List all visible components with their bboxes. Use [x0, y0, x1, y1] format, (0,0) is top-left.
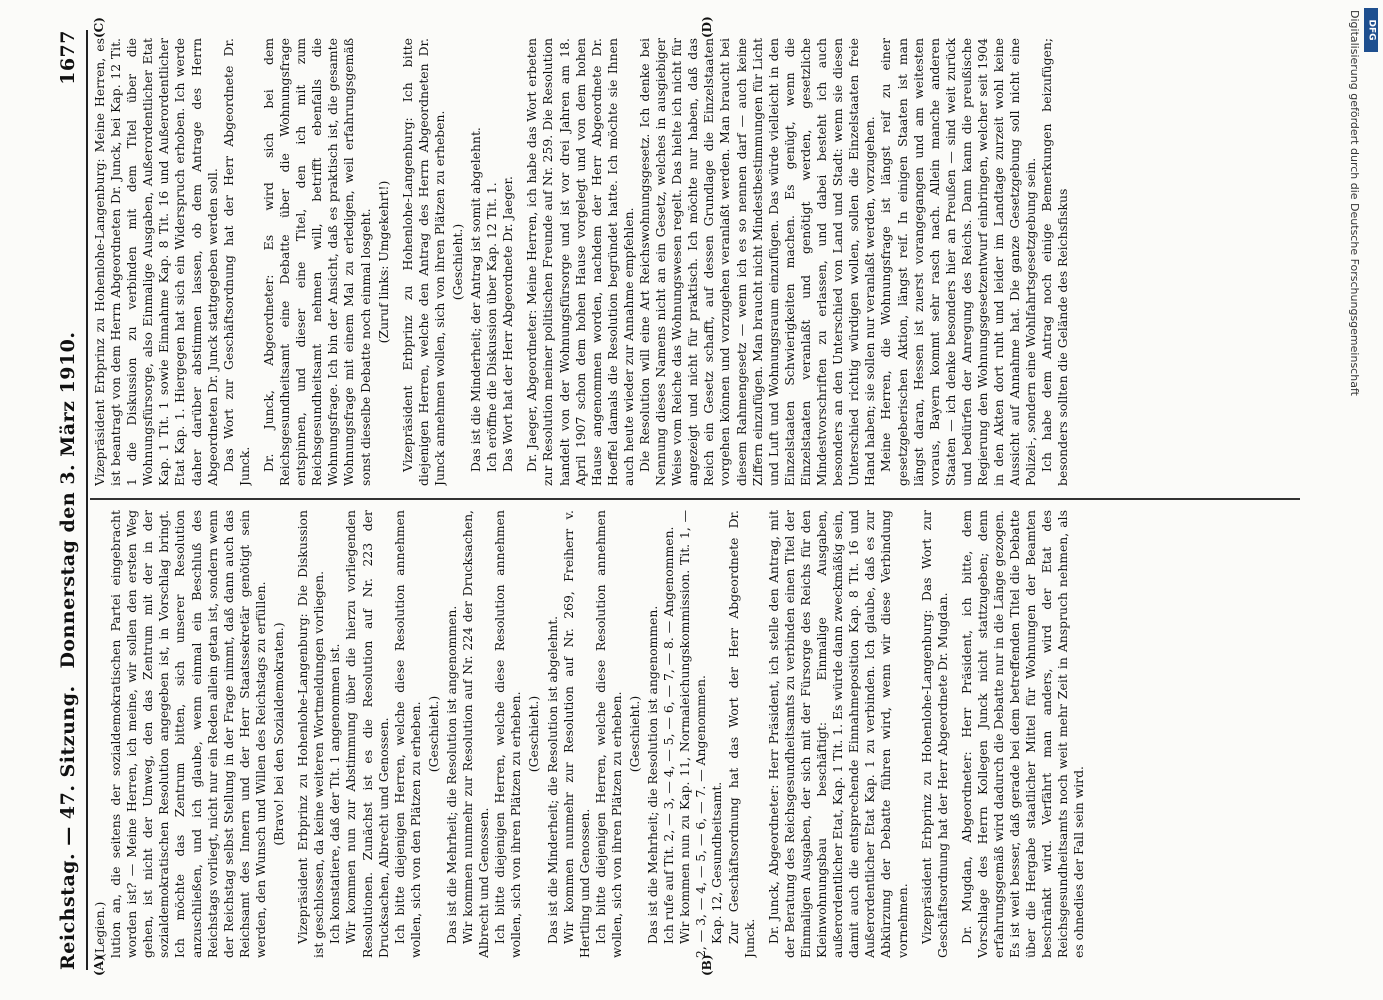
paragraph: Ich bitte diejenigen Herren, welche diese Resolution annehmen wollen, sich von ihren Plätzen zu erheben.: [492, 510, 524, 958]
margin-marker-d: (D): [700, 16, 714, 38]
paragraph: Ich bitte diejenigen Herren, welche diese Resolution annehmen wollen, sich von ihren Plätzen zu erheben.: [592, 510, 624, 958]
paragraph: (Zuruf links: Umgekehrt!): [375, 180, 391, 344]
paragraph: Dr. Jaeger, Abgeordneter: Meine Herren, ich habe das Wort erbeten zur Resolution meiner politischen Freunde auf Nr. 259. Die Resolution handelt von der Wohnungsfürsorge und ist vor drei Jahren am 18. April 1907 schon dem hohen Hause vorgelegt und von dem hohen Hause angenommen worden, nachdem der Herr Abgeordnete Dr. Hoeffel damals die Resolution begründet hatte. Ich möchte sie Ihnen auch heute wieder zur Annahme empfehlen.: [524, 38, 636, 486]
paragraph: (Geschieht.): [449, 223, 465, 301]
paragraph: (Legien.): [92, 901, 107, 958]
dfg-logo-text: DFG: [1366, 19, 1377, 41]
paragraph: Meine Herren, die Wohnungsfrage ist längst reif zu einer gesetzgeberischen Aktion, längst reif. In einigen Staaten ist man längst daran, Hessen ist zuerst vorangegangen und am weitesten voraus, Bayern kommt sehr rasch nach. Allein manche anderen Staaten — ich denke besonders hier an Preußen — sind weit zurück und bedürfen der Anregung des Reichs. Dann kann die preußische Regierung den Wohnungsgesetzentwurf einbringen, welcher seit 1904 in den Akten dort ruht und leider im Landtage zurzeit wohl keine Aussicht auf Annahme hat. Die ganze Gesetzgebung soll nicht eine Polizei-, sondern eine Wohlfahrtsgesetzgebung sein.: [878, 38, 1039, 486]
right-column: [92, 38, 1302, 486]
margin-marker-b: (B): [700, 954, 714, 976]
paragraph: (Bravo! bei den Sozialdemokraten.): [271, 622, 287, 846]
paragraph: Ich habe dem Antrag noch einige Bemerkungen beizufügen; besonders sollten die Gelände des Reichsfiskus: [1039, 38, 1071, 486]
paragraph: Vizepräsident Erbprinz zu Hohenlohe-Langenburg: Meine Herren, es ist beantragt von dem Herrn Abgeordneten Dr. Junck, bei Kap. 12 Tit. 1 die Diskussion zu verbinden mit dem Titel über die Wohnungsfürsorge, also Einmalige Ausgaben, Außerordentlicher Etat Kap. 1 Tit. 1 sowie Einnahme Kap. 8 Tit. 16 und Außerordentlicher Etat Kap. 1. Hiergegen hat sich ein Widerspruch erhoben. Ich werde daher darüber abstimmen lassen, ob dem Antrage des Herrn Abgeordneten Dr. Junck stattgegeben werden soll.: [92, 38, 220, 486]
paragraph: (Geschieht.): [627, 695, 642, 773]
paragraph: Wir kommen nunmehr zur Resolution auf Nr. 269, Freiherr v. Hertling und Genossen.: [560, 510, 592, 958]
page-header: [55, 30, 81, 970]
margin-marker-a: (A): [92, 955, 106, 976]
paragraph: Vizepräsident Erbprinz zu Hohenlohe-Langenburg: Das Wort zur Geschäftsordnung hat der Herr Abgeordnete Dr. Mugdan.: [918, 510, 950, 958]
paragraph: Wir kommen nun zur Abstimmung über die hierzu vorliegenden Resolutionen. Zunächst ist es die Resolution auf Nr. 223 der Drucksachen, Albrecht und Genossen.: [343, 510, 391, 958]
paragraph: Das ist die Mehrheit; die Resolution ist angenommen.: [645, 605, 661, 944]
paragraph: Das ist die Minderheit; der Antrag ist somit abgelehnt.: [468, 127, 484, 472]
paragraph: Ich eröffne die Diskussion über Kap. 12 Tit. 1.: [484, 182, 500, 472]
paragraph: Ich rufe auf Tit. 2, — 3, — 4, — 5, — 6, — 7, — 8. — Angenommen.: [661, 526, 677, 944]
column-divider: [90, 499, 1300, 501]
paragraph: (Geschieht.): [526, 695, 542, 773]
header-date: Donnerstag den 3. März 1910.: [57, 331, 79, 669]
paragraph: Vizepräsident Erbprinz zu Hohenlohe-Langenburg: Die Diskussion ist geschlossen, da keine weiteren Wortmeldungen vorliegen.: [295, 510, 327, 958]
digitization-note-text: Digitalisierung gefördert durch die Deutsche Forschungsgemeinschaft: [1348, 10, 1361, 396]
paragraph: Wir kommen nun zu Kap. 11, Normaleichungskommission. Tit. 1, — 2, — 3, — 4, — 5, — 6, — 7. — Angenommen.: [677, 510, 709, 958]
paragraph: Die Resolution will eine Art Reichswohnungsgesetz. Ich denke bei Nennung dieses Namens nicht an ein Gesetz, welches in ausgiebiger Weise vom Reiche das Wohnungswesen regelt. Das hielte ich nicht für angezeigt und nicht für praktisch. Ich möchte nur haben, daß das Reich ein Gesetz schafft, auf dessen Grundlage die Einzelstaaten vorgehen können und vorzugehen veranlaßt werden. Man braucht bei diesem Rahmengesetz — wenn ich es so nennen darf — auch keine Ziffern einzufügen. Man braucht nicht Mindestbestimmungen für Licht und Luft und Wohnungsraum einzufügen. Das würde vielleicht in den Einzelstaaten Schwierigkeiten machen. Es genügt, wenn die Einzelstaaten veranlaßt und genötigt werden, gesetzliche Mindestvorschriften zu erlassen, und dabei besteht ich auch besonders an den Unterschied von Land und Stadt: wenn sie diesen Unterschied richtig würdigen wollen, sollen die Einzelstaaten freie Hand haben; sie sollen nur veranlaßt werden, vorzugehen.: [637, 38, 878, 486]
margin-marker-c: (C): [92, 17, 106, 38]
paragraph: Dr. Junck, Abgeordneter: Es wird sich bei dem Reichsgesundheitsamt eine Debatte über die Wohnungsfrage entspinnen, und dieser eine Titel, den ich mit zum Reichsgesundheitsamt nehmen will, betrifft ebenfalls die Wohnungsfrage. Ich bin der Ansicht, daß es praktisch ist, die gesamte Wohnungsfrage mit einem Mal zu erledigen, weil erfahrungsgemäß sonst dieselbe Debatte noch einmal losgeht.: [260, 38, 373, 486]
header-rule: [86, 30, 88, 970]
paragraph: Ich konstatiere, daß der Tit. 1 angenommen ist.: [327, 643, 343, 944]
paragraph: Wir kommen nunmehr zur Resolution auf Nr. 224 der Drucksachen, Albrecht und Genossen.: [460, 510, 492, 958]
header-session: Reichstag. — 47. Sitzung.: [57, 685, 79, 970]
paragraph: Vizepräsident Erbprinz zu Hohenlohe-Langenburg: Ich bitte diejenigen Herren, welche den Antrag des Herrn Abgeordneten Dr. Junck annehmen wollen, sich von ihren Plätzen zu erheben.: [399, 38, 447, 486]
paragraph: Kap. 12, Gesundheitsamt.: [709, 781, 725, 944]
paragraph: Das ist die Minderheit; die Resolution ist abgelehnt.: [544, 615, 560, 944]
paragraph: Dr. Junck, Abgeordneter: Herr Präsident, ich stelle den Antrag, mit der Beratung des Reichsgesundheitsamts zu verbinden einen Titel der Einmaligen Ausgaben, der sich mit der Fürsorge des Reichs für den Kleinwohnungsbau beschäftigt: Einmalige Ausgaben, außerordentlicher Etat, Kap. 1 Tit. 1. Es würde dann zweckmäßig sein, damit auch die entsprechende Einnahmeposition Kap. 8 Tit. 16 und Außerordentlicher Etat Kap. 1 zu verbinden. Ich glaube, daß es zur Abkürzung der Debatte führen wird, wenn wir diese Verbindung vornehmen.: [765, 510, 910, 958]
paragraph: Das ist die Mehrheit; die Resolution ist angenommen.: [443, 605, 459, 944]
paragraph: Das Wort zur Geschäftsordnung hat der Herr Abgeordnete Dr. Junck.: [220, 38, 252, 486]
paragraph: Zur Geschäftsordnung hat das Wort der Herr Abgeordnete Dr. Junck.: [725, 510, 757, 958]
paragraph: Das Wort hat der Herr Abgeordnete Dr. Jaeger.: [500, 176, 516, 472]
page-number: 1677: [57, 30, 79, 85]
paragraph: lution an, die seitens der sozialdemokratischen Partei eingebracht worden ist? — Meine Herren, ich meine, wir sollen den ersten Weg gehen, ist nicht der Umweg, den das Zentrum mit der in der sozialdemokratischen Resolution angegeben ist, in Vorschlag bringt. Ich möchte das Zentrum bitten, sich unserer Resolution anzuschließen, und ich glaube, wenn einmal ein Beschluß des Reichstags vorliegt, nicht nur ein Reden allein getan ist, sondern wenn der Reichstag selbst Stellung in der Frage nimmt, daß dann auch das Reichsamt des Innern und der Herr Staatssekretär genötigt sein werden, den Wunsch und Willen des Reichstags zu erfüllen.: [108, 510, 268, 958]
paragraph: Ich bitte diejenigen Herren, welche diese Resolution annehmen wollen, sich von den Plätzen zu erheben.: [391, 510, 423, 958]
paragraph: Dr. Mugdan, Abgeordneter: Herr Präsident, ich bitte, dem Vorschlage des Herrn Kollegen Junck nicht stattzugeben; denn erfahrungsgemäß wird dadurch die Debatte nur in die Länge gezogen. Es ist weit besser, daß gerade bei dem betreffenden Titel die Debatte über die Hergabe staatlicher Mittel für Wohnungen der Beamten beschränkt wird. Verfährt man anders, wird der Etat des Reichsgesundheitsamts noch weit mehr Zeit in Anspruch nehmen, als es ohnedies der Fall sein wird.: [958, 510, 1087, 958]
paragraph: (Geschieht.): [425, 695, 441, 773]
left-column: [92, 510, 1302, 958]
